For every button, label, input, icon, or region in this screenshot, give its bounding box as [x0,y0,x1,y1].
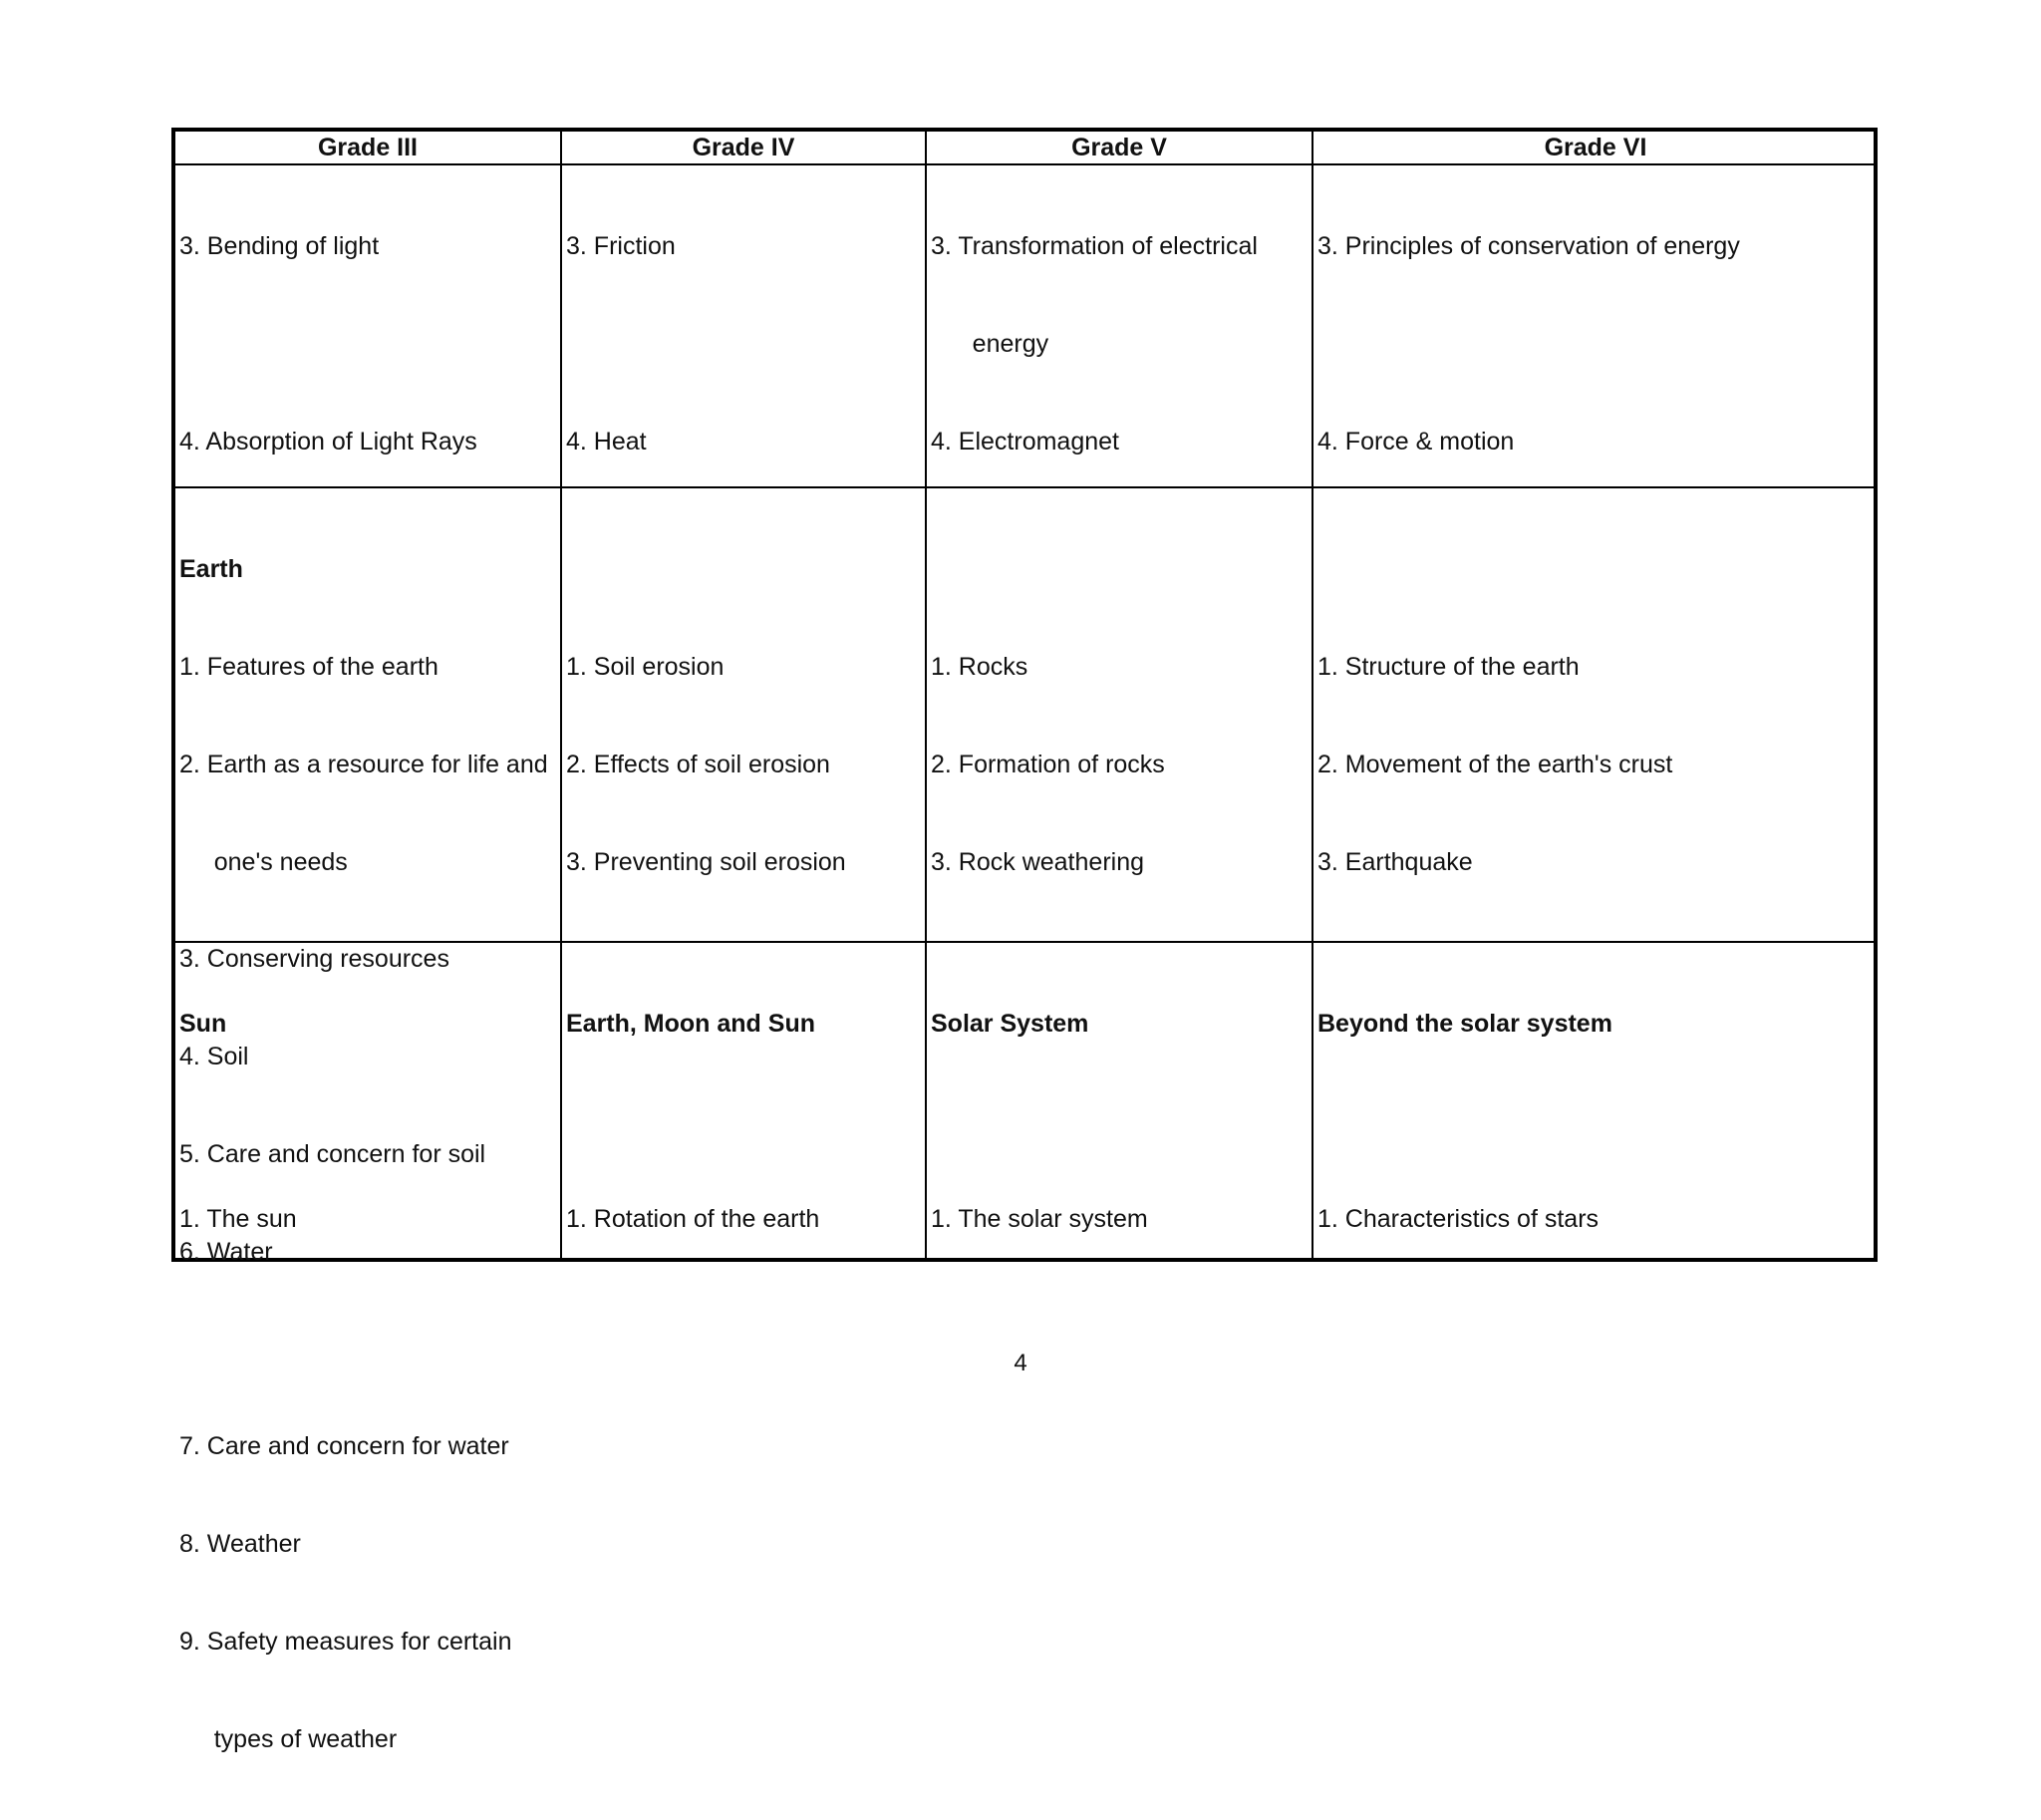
list-item: 1. Soil erosion [566,652,725,681]
list-item: 3. Principles of conservation of energy [1317,232,1740,261]
list-item: 2. Earth as a resource for life and [179,750,548,778]
list-item [1317,1105,1876,1138]
page-number: 4 [1014,1350,1027,1376]
list-item: 4. Soil [179,1043,249,1071]
list-item: 1. Features of the earth [179,652,438,681]
list-item: 4. Heat [566,427,647,455]
row-3-grade-iii [179,943,558,1260]
row-3-grade-iv [566,943,923,1260]
header-grade-vi: Grade VI [1544,134,1647,161]
column-divider [1312,132,1313,1258]
section-heading [566,553,923,586]
list-item: 6. Water [179,1237,273,1266]
section-heading [1317,553,1876,586]
header-grade-iv: Grade IV [692,134,795,161]
list-item: 2. Movement of the earth's crust [1317,750,1673,778]
list-item: 8. Weather [179,1530,301,1558]
row-1-grade-iv [566,165,923,484]
list-item: 1. The solar system [931,1204,1148,1233]
curriculum-table [171,128,1878,1753]
list-item [1317,328,1876,361]
list-item [179,328,558,361]
header-grade-iii: Grade III [317,134,419,161]
list-item: 9. Safety measures for certain [179,1627,512,1656]
list-item: types of weather [179,1724,398,1753]
section-heading: Earth [179,555,243,584]
row-2-grade-vi [1317,488,1876,939]
list-item [566,1105,923,1138]
list-item: 3. Bending of light [179,232,380,261]
list-item: 2. Formation of rocks [931,750,1165,778]
row-2-grade-v [931,488,1310,939]
list-item [179,1105,558,1138]
list-item: one's needs [179,847,348,876]
list-item: 1. Structure of the earth [1317,652,1580,681]
section-heading: Solar System [931,1010,1089,1039]
section-heading: Sun [179,1010,227,1039]
list-item: 3. Preventing soil erosion [566,847,846,876]
list-item: 4. Absorption of Light Rays [179,427,477,455]
list-item: 3. Friction [566,232,676,261]
list-item: 1. Rotation of the earth [566,1204,820,1233]
row-3-grade-vi [1317,943,1876,1260]
list-item: 4. Force & motion [1317,427,1515,455]
row-1-grade-iii [179,165,558,484]
column-divider [925,132,927,1258]
row-3-grade-v [931,943,1310,1260]
list-item [931,1105,1310,1138]
list-item: 5. Care and concern for soil [179,1139,486,1168]
list-item: 3. Conserving resources [179,945,449,974]
header-grade-v: Grade V [1071,134,1167,161]
row-2-grade-iv [566,488,923,939]
list-item: 7. Care and concern for water [179,1432,509,1461]
list-item: 3. Earthquake [1317,847,1473,876]
list-item [566,328,923,361]
list-item: 3. Transformation of electrical [931,232,1258,261]
list-item: 2. Effects of soil erosion [566,750,830,778]
list-item: 1. The sun [179,1204,297,1233]
section-heading: Beyond the solar system [1317,1010,1612,1039]
list-item: 1. Rocks [931,652,1028,681]
list-item: 3. Rock weathering [931,847,1145,876]
row-1-grade-v [931,165,1310,484]
row-1-grade-vi [1317,165,1876,484]
list-item: 4. Electromagnet [931,427,1119,455]
list-item: 1. Characteristics of stars [1317,1204,1600,1233]
section-heading [931,553,1310,586]
section-heading: Earth, Moon and Sun [566,1010,815,1039]
list-item: energy [931,329,1049,358]
